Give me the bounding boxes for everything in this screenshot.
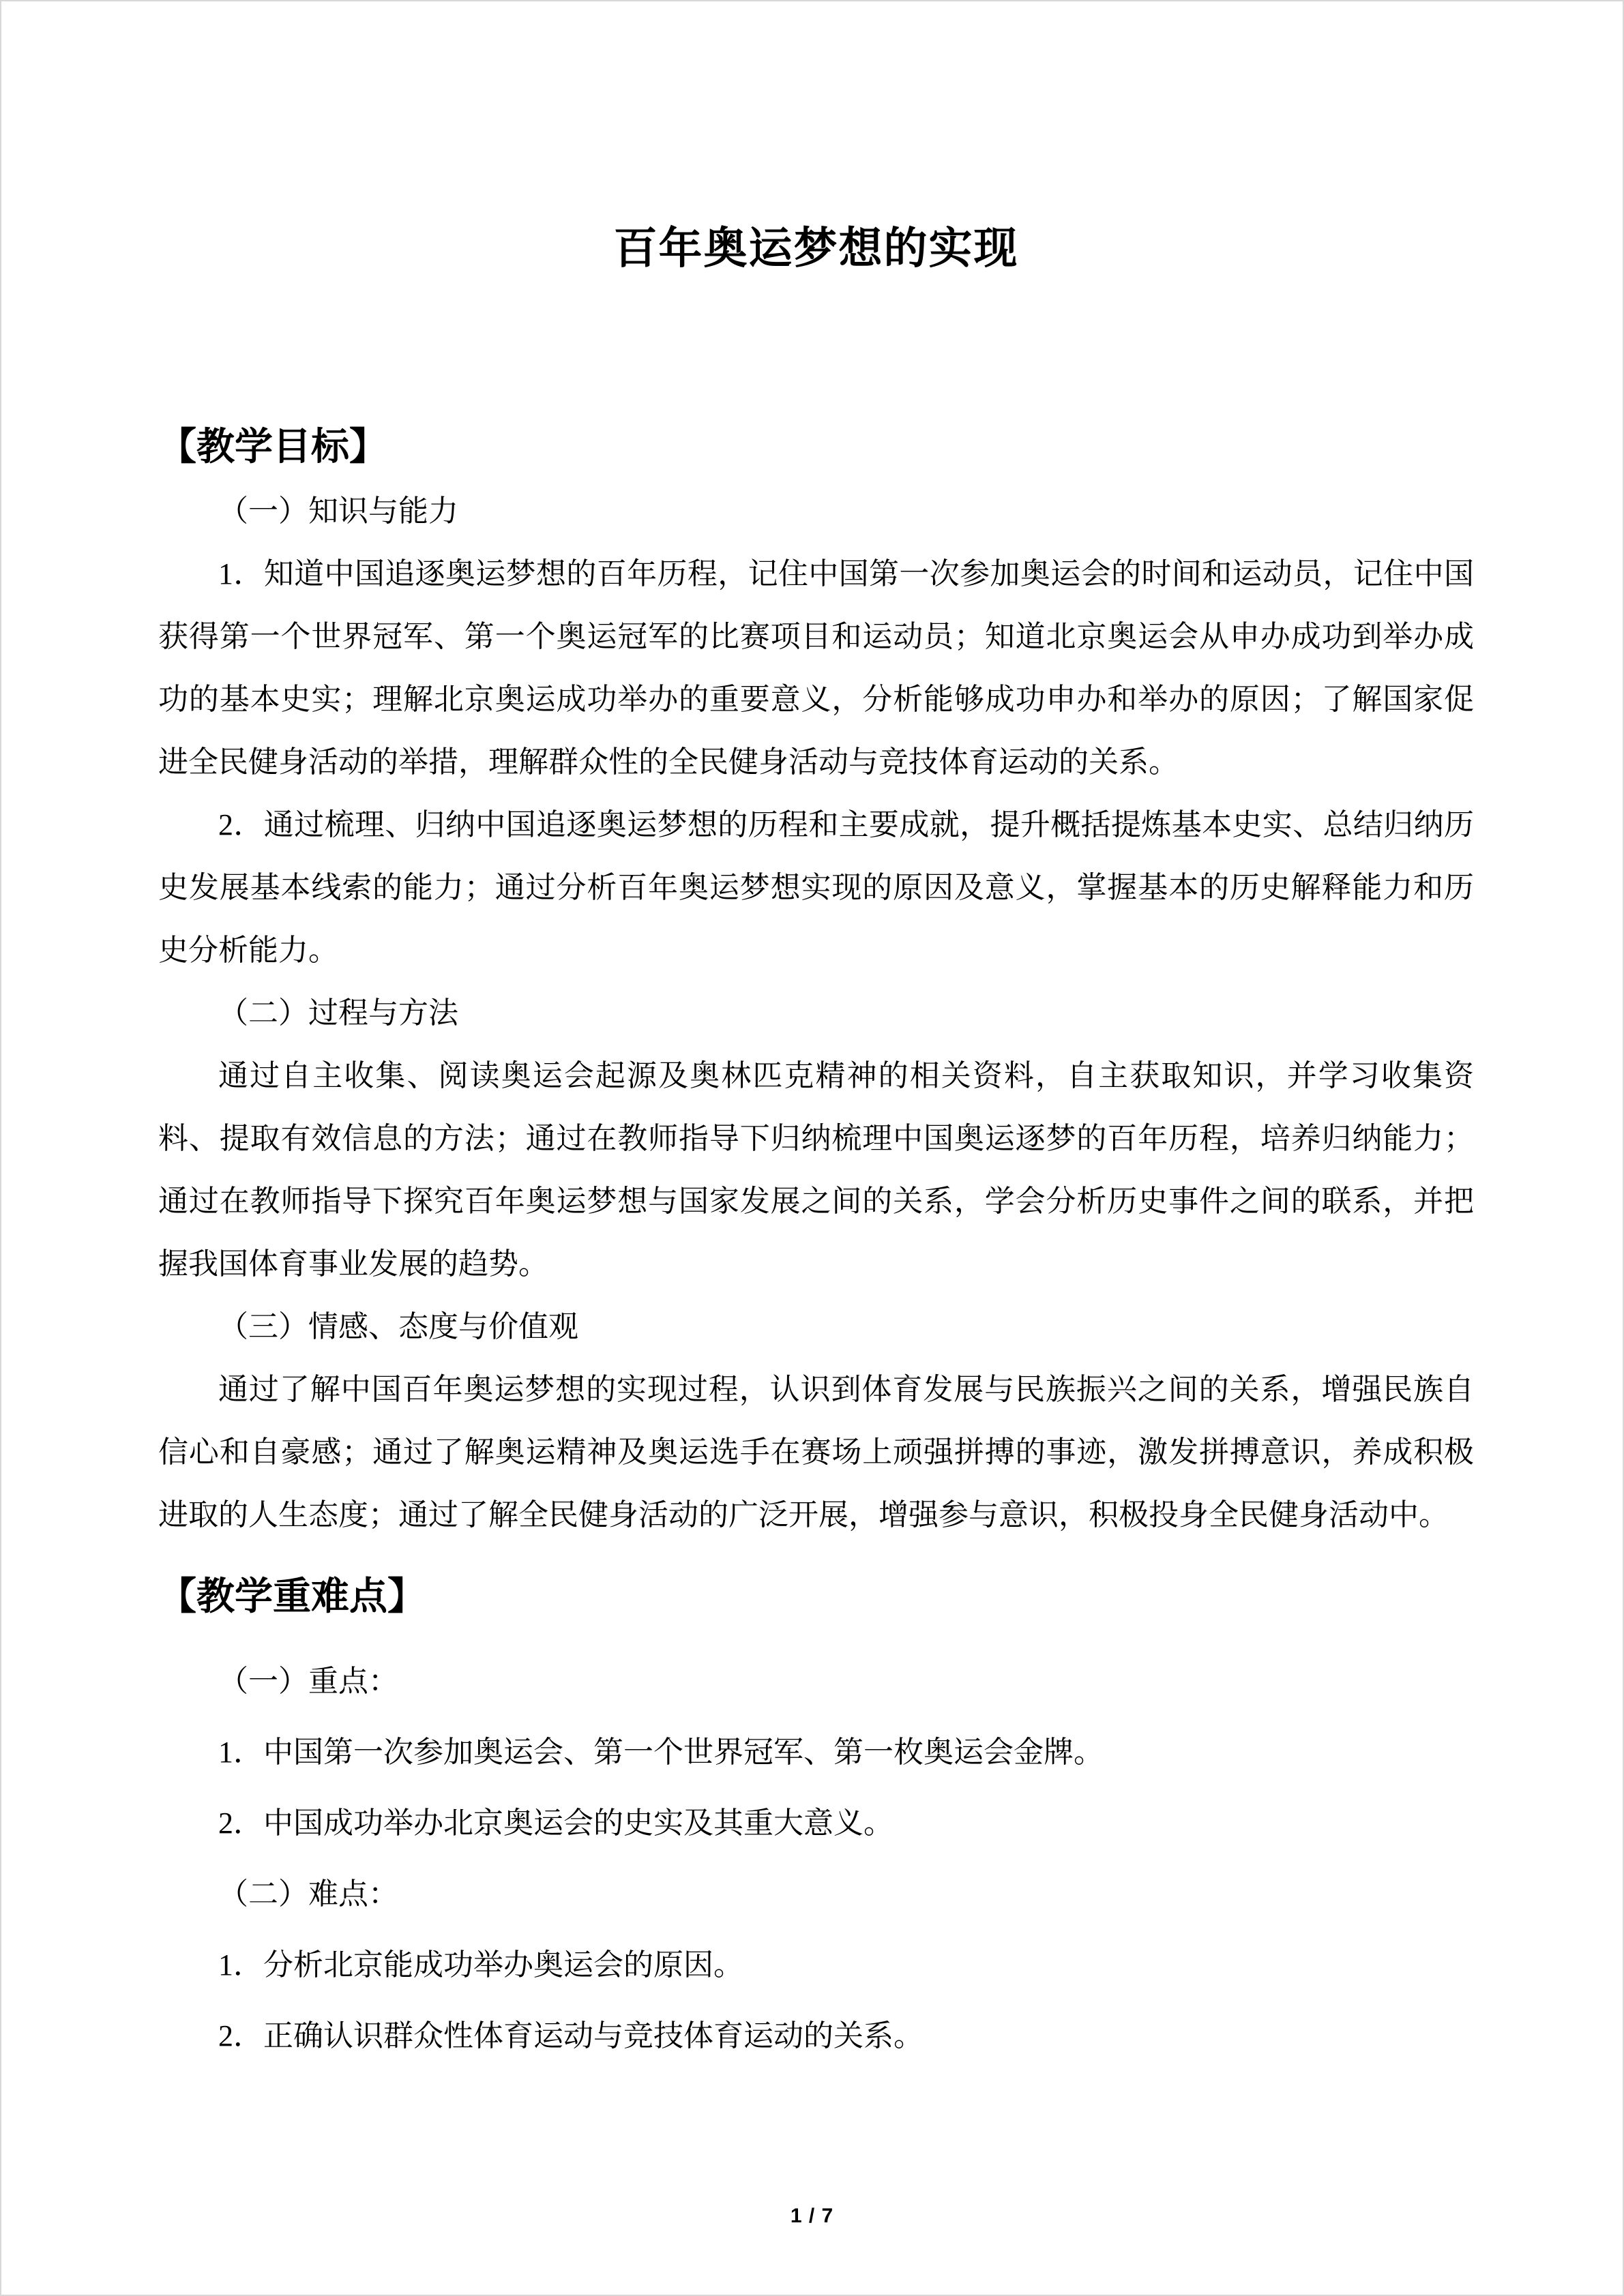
paragraph-emotion-attitude-values: 通过了解中国百年奥运梦想的实现过程，认识到体育发展与民族振兴之间的关系，增强民族自信心和自豪感；通过了解奥运精神及奥运选手在赛场上顽强拼搏的事迹，激发拼搏意识，养成积极进取的人生态度；通过了解全民健身活动的广泛开展，增强参与意识，积极投身全民健身活动中。 bbox=[158, 1373, 1474, 1532]
subheading-knowledge-and-ability: （一）知识与能力 bbox=[218, 494, 458, 528]
key-point-item-1: 1．中国第一次参加奥运会、第一个世界冠军、第一枚奥运会金牌。 bbox=[218, 1735, 1104, 1769]
key-point-item-2: 2．中国成功举办北京奥运会的史实及其重大意义。 bbox=[218, 1806, 894, 1840]
paragraph-knowledge-point-2: 2．通过梳理、归纳中国追逐奥运梦想的历程和主要成就，提升概括提炼基本史实、总结归纳历史发展基本线索的能力；通过分析百年奥运梦想实现的原因及意义，掌握基本的历史解释能力和历史分析能力。 bbox=[158, 808, 1474, 967]
page-title: 百年奥运梦想的实现 bbox=[613, 224, 1019, 273]
paragraph-knowledge-point-1: 1．知道中国追逐奥运梦想的百年历程，记住中国第一次参加奥运会的时间和运动员，记住中国获得第一个世界冠军、第一个奥运冠军的比赛项目和运动员；知道北京奥运会从申办成功到举办成功的基本史实；理解北京奥运成功举办的重要意义，分析能够成功申办和举办的原因；了解国家促进全民健身活动的举措，理解群众性的全民健身活动与竞技体育运动的关系。 bbox=[158, 557, 1474, 779]
page-number: 1 / 7 bbox=[790, 2205, 834, 2227]
difficult-point-item-2: 2．正确认识群众性体育运动与竞技体育运动的关系。 bbox=[218, 2019, 924, 2053]
subheading-key-points: （一）重点： bbox=[218, 1665, 398, 1698]
section-heading-key-difficult-points: 【教学重难点】 bbox=[158, 1576, 426, 1618]
difficult-point-item-1: 1．分析北京能成功举办奥运会的原因。 bbox=[218, 1948, 743, 1982]
subheading-emotion-attitude-values: （三）情感、态度与价值观 bbox=[218, 1310, 578, 1343]
section-heading-teaching-objectives: 【教学目标】 bbox=[158, 426, 387, 468]
subheading-process-and-method: （二）过程与方法 bbox=[218, 996, 458, 1030]
paragraph-process-and-method: 通过自主收集、阅读奥运会起源及奥林匹克精神的相关资料，自主获取知识，并学习收集资料、提取有效信息的方法；通过在教师指导下归纳梳理中国奥运逐梦的百年历程，培养归纳能力；通过在教师指导下探究百年奥运梦想与国家发展之间的关系，学会分析历史事件之间的联系，并把握我国体育事业发展的趋势。 bbox=[158, 1059, 1474, 1281]
subheading-difficult-points: （二）难点： bbox=[218, 1877, 398, 1911]
